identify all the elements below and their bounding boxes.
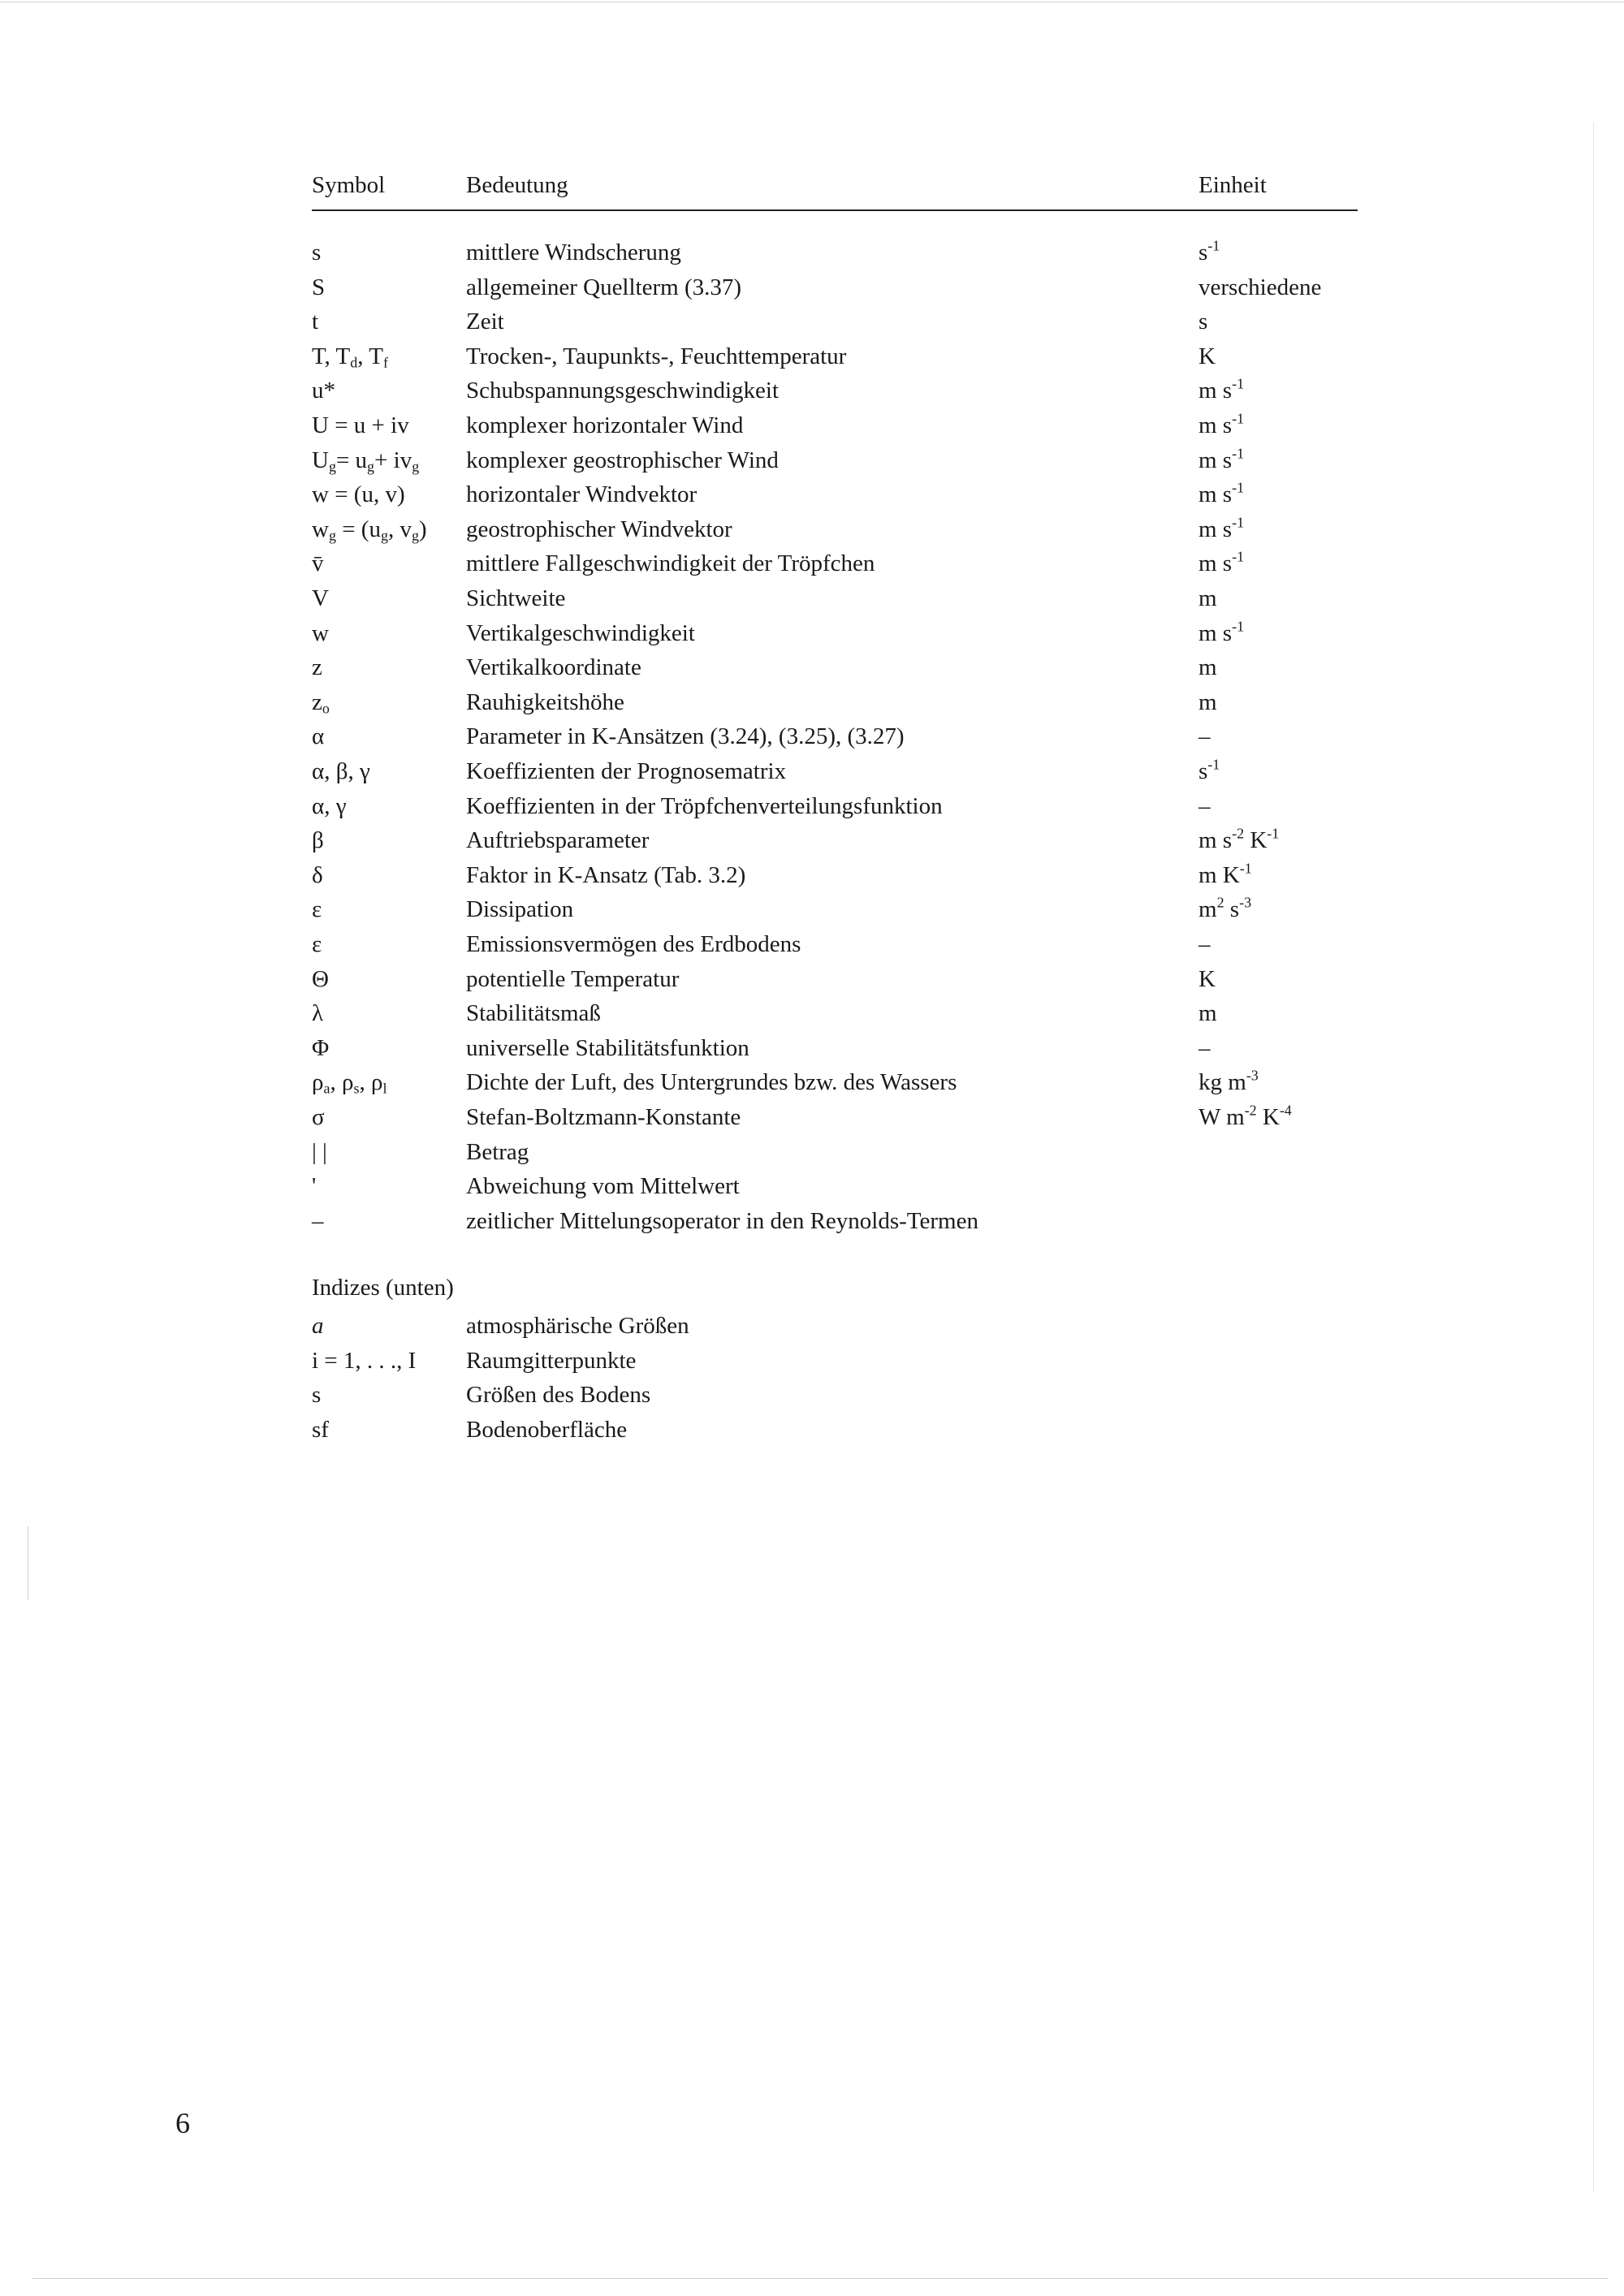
row-symbol: α, γ — [312, 792, 347, 819]
row-symbol: V — [312, 585, 329, 611]
table-row — [0, 443, 1624, 477]
index-meaning: atmosphärische Größen — [466, 1313, 689, 1339]
row-unit: m — [1199, 585, 1217, 611]
row-unit: m $s^{-1}$ — [1199, 548, 1245, 577]
row-meaning: zeitlicher Mittelungsoperator in den Reynolds-Termen — [466, 1207, 978, 1234]
table-row — [0, 754, 1624, 788]
row-symbol: – — [312, 1207, 324, 1234]
row-unit: m $s^{-1}$ — [1199, 617, 1245, 646]
table-row — [0, 927, 1624, 961]
row-symbol: T, $T_d$, $T_f$ — [312, 343, 388, 371]
table-row — [0, 1031, 1624, 1065]
row-symbol: Φ — [312, 1034, 330, 1061]
table-row — [0, 616, 1624, 650]
row-unit: m — [1199, 1000, 1217, 1027]
table-row — [0, 546, 1624, 580]
row-meaning: horizontaler Windvektor — [466, 481, 698, 508]
row-symbol: δ — [312, 861, 323, 888]
row-symbol: w = (u, v) — [312, 481, 405, 508]
row-unit: $s^{-1}$ — [1199, 237, 1220, 265]
row-meaning: Trocken-, Taupunkts-, Feuchttemperatur — [466, 343, 847, 369]
row-symbol: Θ — [312, 965, 329, 992]
row-unit: – — [1199, 1034, 1211, 1061]
row-unit: m $s^{-2}$ $K^{-1}$ — [1199, 825, 1280, 854]
row-meaning: Betrag — [466, 1138, 529, 1165]
table-row — [0, 339, 1624, 373]
row-unit: m — [1199, 654, 1217, 681]
table-row — [0, 892, 1624, 926]
row-symbol: w — [312, 619, 329, 646]
page-number: 6 — [175, 2107, 190, 2139]
row-unit: m — [1199, 688, 1217, 715]
index-symbol: a — [312, 1313, 324, 1339]
table-row — [0, 581, 1624, 615]
row-symbol: $U_g= u_g+ iv_g$ — [312, 447, 420, 475]
row-symbol: α, β, γ — [312, 758, 370, 784]
row-symbol: $\rho_a$, $\rho_s$, $\rho_l$ — [312, 1069, 387, 1097]
row-symbol: t — [312, 309, 319, 335]
row-unit: m $s^{-1}$ — [1199, 410, 1245, 438]
row-meaning: komplexer geostrophischer Wind — [466, 447, 779, 473]
row-meaning: Dichte der Luft, des Untergrundes bzw. des Wassers — [466, 1069, 957, 1096]
row-meaning: allgemeiner Quellterm (3.37) — [466, 274, 742, 300]
row-meaning: mittlere Fallgeschwindigkeit der Tröpfchen — [466, 550, 875, 577]
row-unit: m $s^{-1}$ — [1199, 479, 1245, 508]
row-meaning: Stefan-Boltzmann-Konstante — [466, 1104, 741, 1130]
index-row — [0, 1413, 1624, 1447]
row-meaning: Zeit — [466, 309, 504, 335]
row-symbol: α — [312, 723, 325, 750]
table-row — [0, 408, 1624, 442]
row-symbol: σ — [312, 1104, 325, 1130]
table-row — [0, 270, 1624, 304]
row-unit: – — [1199, 723, 1211, 750]
scan-edge-bottom — [32, 2278, 1608, 2279]
table-row — [0, 719, 1624, 753]
row-symbol: | | — [312, 1138, 327, 1165]
row-meaning: Dissipation — [466, 896, 574, 923]
row-symbol: ε — [312, 896, 322, 923]
header-meaning: Bedeutung — [466, 172, 568, 198]
row-symbol: S — [312, 274, 326, 300]
row-unit: W $m^{-2}$ $K^{-4}$ — [1199, 1102, 1292, 1130]
row-unit: – — [1199, 792, 1211, 819]
row-symbol: $w_g = (u_g$, $v_g$) — [312, 516, 427, 544]
table-row — [0, 1204, 1624, 1238]
row-meaning: Abweichung vom Mittelwert — [466, 1173, 740, 1200]
indices-title: Indizes (unten) — [312, 1275, 454, 1301]
row-unit: m $K^{-1}$ — [1199, 860, 1252, 888]
row-meaning: universelle Stabilitätsfunktion — [466, 1034, 749, 1061]
row-meaning: Auftriebsparameter — [466, 827, 650, 854]
row-meaning: Vertikalkoordinate — [466, 654, 641, 681]
row-meaning: Stabilitätsmaß — [466, 1000, 601, 1027]
index-meaning: Größen des Bodens — [466, 1382, 651, 1409]
table-row — [0, 477, 1624, 511]
index-symbol: s — [312, 1382, 322, 1409]
table-row — [0, 823, 1624, 857]
row-meaning: Vertikalgeschwindigkeit — [466, 619, 695, 646]
row-unit: m $s^{-1}$ — [1199, 375, 1245, 404]
row-meaning: Faktor in K-Ansatz (Tab. 3.2) — [466, 861, 746, 888]
row-symbol: ' — [312, 1173, 317, 1200]
table-row — [0, 685, 1624, 719]
row-symbol: λ — [312, 1000, 324, 1027]
table-row — [0, 1065, 1624, 1099]
header-unit: Einheit — [1199, 172, 1267, 198]
row-meaning: komplexer horizontaler Wind — [466, 412, 744, 438]
row-unit: s — [1199, 309, 1208, 335]
row-meaning: mittlere Windscherung — [466, 240, 681, 265]
row-symbol: β — [312, 827, 324, 854]
row-unit: m $s^{-1}$ — [1199, 514, 1245, 542]
table-row — [0, 962, 1624, 996]
index-row — [0, 1378, 1624, 1412]
index-symbol: sf — [312, 1416, 329, 1443]
table-row — [0, 512, 1624, 546]
row-meaning: Koeffizienten in der Tröpfchenverteilungsfunktion — [466, 792, 943, 819]
row-unit: – — [1199, 931, 1211, 957]
row-meaning: Sichtweite — [466, 585, 566, 611]
table-row — [0, 650, 1624, 684]
index-meaning: Raumgitterpunkte — [466, 1347, 637, 1374]
index-row — [0, 1309, 1624, 1343]
table-row — [0, 1169, 1624, 1203]
row-symbol: u* — [312, 378, 335, 404]
row-symbol: s — [312, 240, 322, 265]
table-row — [0, 304, 1624, 339]
row-symbol: z — [312, 654, 322, 681]
row-symbol: $z_o$ — [312, 688, 330, 717]
table-row — [0, 373, 1624, 408]
row-unit: verschiedene — [1199, 274, 1322, 300]
header-rule — [312, 209, 1358, 211]
table-row — [0, 996, 1624, 1030]
table-row — [0, 235, 1624, 270]
row-meaning: Schubspannungsgeschwindigkeit — [466, 378, 780, 404]
index-row — [0, 1344, 1624, 1378]
table-row — [0, 858, 1624, 892]
row-meaning: geostrophischer Windvektor — [466, 516, 732, 542]
row-meaning: Parameter in K-Ansätzen (3.24), (3.25), (3.27) — [466, 723, 905, 750]
index-symbol: i = 1, . . ., I — [312, 1347, 417, 1374]
index-meaning: Bodenoberfläche — [466, 1416, 628, 1443]
row-symbol: ε — [312, 931, 322, 957]
table-row — [0, 789, 1624, 823]
row-unit: $s^{-1}$ — [1199, 756, 1220, 784]
table-row — [0, 1100, 1624, 1134]
table-row — [0, 1135, 1624, 1169]
row-unit: kg $m^{-3}$ — [1199, 1067, 1259, 1096]
row-meaning: potentielle Temperatur — [466, 965, 680, 992]
row-meaning: Rauhigkeitshöhe — [466, 688, 624, 715]
header-symbol: Symbol — [312, 172, 386, 198]
row-unit: m $s^{-1}$ — [1199, 444, 1245, 473]
row-meaning: Emissionsvermögen des Erdbodens — [466, 931, 801, 957]
row-meaning: Koeffizienten der Prognosematrix — [466, 758, 787, 784]
row-unit: $m^2$ $s^{-3}$ — [1199, 894, 1252, 923]
row-unit: K — [1199, 343, 1216, 369]
row-symbol: U = u + iv — [312, 412, 409, 438]
row-unit: K — [1199, 965, 1216, 992]
row-symbol: v̄ — [312, 550, 324, 577]
